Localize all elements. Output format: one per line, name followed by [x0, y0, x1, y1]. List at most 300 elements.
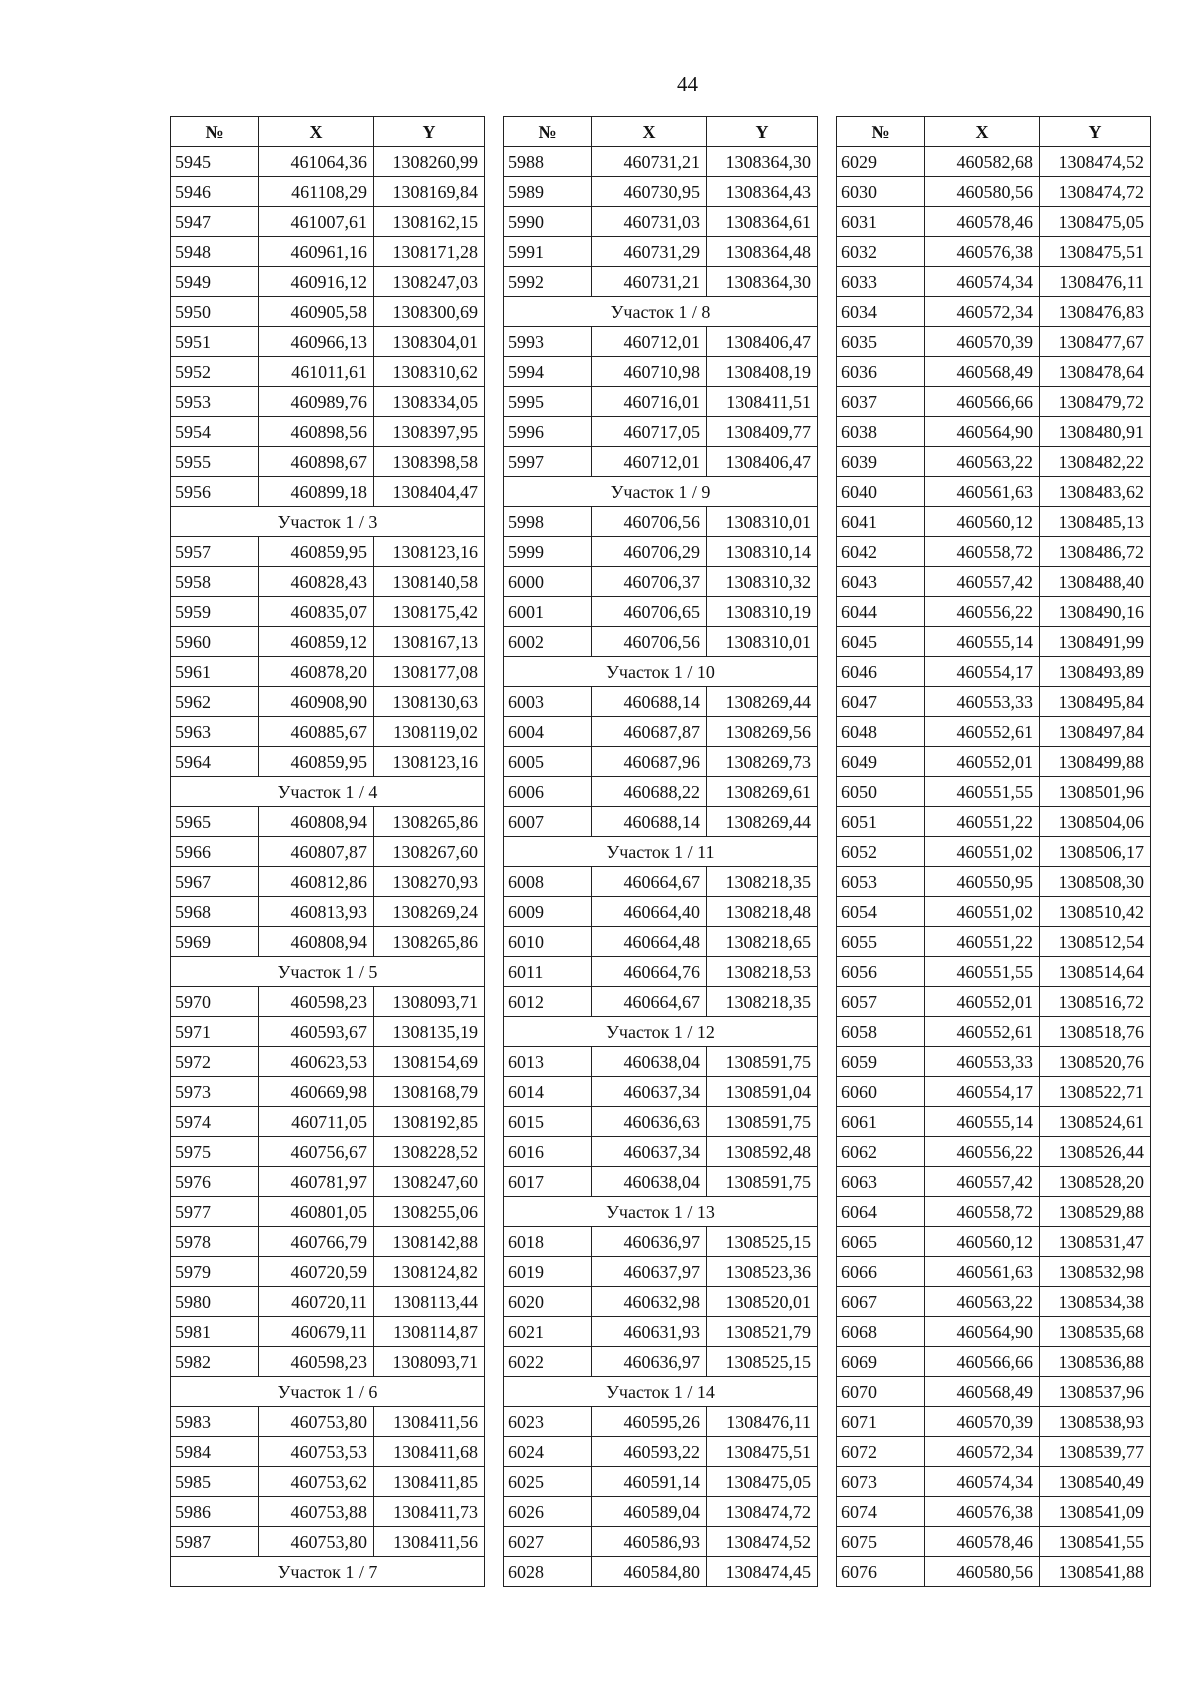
x-coordinate: 460552,01: [925, 987, 1040, 1017]
x-coordinate: 460598,23: [259, 987, 374, 1017]
x-coordinate: 460553,33: [925, 687, 1040, 717]
x-coordinate: 460595,26: [592, 1407, 707, 1437]
point-number: 6069: [837, 1347, 925, 1377]
x-coordinate: 460570,39: [925, 1407, 1040, 1437]
y-coordinate: 1308269,44: [707, 687, 818, 717]
table-body: [837, 147, 1151, 1587]
table-row: [504, 1227, 818, 1257]
y-coordinate: 1308406,47: [707, 327, 818, 357]
point-number: 5976: [171, 1167, 259, 1197]
table-row: [171, 1407, 485, 1437]
y-coordinate: 1308135,19: [374, 1017, 485, 1047]
table-row: [504, 1257, 818, 1287]
y-coordinate: 1308310,62: [374, 357, 485, 387]
y-coordinate: 1308093,71: [374, 1347, 485, 1377]
table-row: [171, 237, 485, 267]
y-coordinate: 1308093,71: [374, 987, 485, 1017]
y-coordinate: 1308474,52: [1040, 147, 1151, 177]
x-coordinate: 460688,14: [592, 807, 707, 837]
x-coordinate: 461064,36: [259, 147, 374, 177]
point-number: 6068: [837, 1317, 925, 1347]
table-body: [504, 147, 818, 1587]
point-number: 5953: [171, 387, 259, 417]
x-coordinate: 460638,04: [592, 1047, 707, 1077]
y-coordinate: 1308218,65: [707, 927, 818, 957]
table-row: [837, 1317, 1151, 1347]
table-row: [504, 537, 818, 567]
point-number: 6022: [504, 1347, 592, 1377]
table-row: [504, 1467, 818, 1497]
y-coordinate: 1308218,53: [707, 957, 818, 987]
y-coordinate: 1308538,93: [1040, 1407, 1151, 1437]
x-coordinate: 460566,66: [925, 1347, 1040, 1377]
y-coordinate: 1308113,44: [374, 1287, 485, 1317]
point-number: 5949: [171, 267, 259, 297]
table-row: [504, 927, 818, 957]
table-row: [171, 1347, 485, 1377]
table-row: [837, 327, 1151, 357]
x-coordinate: 460664,67: [592, 867, 707, 897]
x-coordinate: 460687,96: [592, 747, 707, 777]
section-title: Участок 1 / 13: [504, 1197, 818, 1227]
x-coordinate: 460554,17: [925, 657, 1040, 687]
x-coordinate: 460664,67: [592, 987, 707, 1017]
section-title: Участок 1 / 6: [171, 1377, 485, 1407]
x-coordinate: 460572,34: [925, 297, 1040, 327]
table-row: [171, 357, 485, 387]
point-number: 5950: [171, 297, 259, 327]
section-row: [504, 297, 818, 327]
point-number: 6037: [837, 387, 925, 417]
table-row: [504, 1167, 818, 1197]
x-coordinate: 460589,04: [592, 1497, 707, 1527]
y-coordinate: 1308478,64: [1040, 357, 1151, 387]
header-x: X: [925, 117, 1040, 147]
x-coordinate: 461108,29: [259, 177, 374, 207]
point-number: 5977: [171, 1197, 259, 1227]
point-number: 5945: [171, 147, 259, 177]
point-number: 6044: [837, 597, 925, 627]
table-row: [171, 207, 485, 237]
x-coordinate: 460731,21: [592, 267, 707, 297]
point-number: 5960: [171, 627, 259, 657]
section-title: Участок 1 / 14: [504, 1377, 818, 1407]
y-coordinate: 1308506,17: [1040, 837, 1151, 867]
x-coordinate: 460710,98: [592, 357, 707, 387]
point-number: 6048: [837, 717, 925, 747]
table-row: [837, 1257, 1151, 1287]
table-row: [837, 1077, 1151, 1107]
point-number: 6017: [504, 1167, 592, 1197]
point-number: 6063: [837, 1167, 925, 1197]
x-coordinate: 460623,53: [259, 1047, 374, 1077]
point-number: 6076: [837, 1557, 925, 1587]
table-row: [504, 1497, 818, 1527]
table-row: [171, 1017, 485, 1047]
x-coordinate: 460753,62: [259, 1467, 374, 1497]
table-row: [837, 1227, 1151, 1257]
y-coordinate: 1308475,05: [707, 1467, 818, 1497]
point-number: 5989: [504, 177, 592, 207]
x-coordinate: 460885,67: [259, 717, 374, 747]
y-coordinate: 1308300,69: [374, 297, 485, 327]
table-row: [171, 597, 485, 627]
point-number: 5992: [504, 267, 592, 297]
x-coordinate: 460781,97: [259, 1167, 374, 1197]
x-coordinate: 460859,95: [259, 537, 374, 567]
table-row: [171, 147, 485, 177]
y-coordinate: 1308537,96: [1040, 1377, 1151, 1407]
table-row: [504, 1317, 818, 1347]
point-number: 5994: [504, 357, 592, 387]
section-title: Участок 1 / 5: [171, 957, 485, 987]
y-coordinate: 1308591,75: [707, 1167, 818, 1197]
y-coordinate: 1308474,52: [707, 1527, 818, 1557]
point-number: 5969: [171, 927, 259, 957]
section-title: Участок 1 / 3: [171, 507, 485, 537]
table-row: [837, 537, 1151, 567]
y-coordinate: 1308477,67: [1040, 327, 1151, 357]
x-coordinate: 460664,76: [592, 957, 707, 987]
y-coordinate: 1308486,72: [1040, 537, 1151, 567]
table-row: [504, 267, 818, 297]
table-row: [504, 237, 818, 267]
point-number: 6000: [504, 567, 592, 597]
x-coordinate: 460557,42: [925, 567, 1040, 597]
point-number: 6057: [837, 987, 925, 1017]
x-coordinate: 460637,34: [592, 1137, 707, 1167]
table-row: [504, 1527, 818, 1557]
x-coordinate: 460966,13: [259, 327, 374, 357]
header-row: [171, 117, 485, 147]
y-coordinate: 1308591,75: [707, 1047, 818, 1077]
x-coordinate: 460706,37: [592, 567, 707, 597]
point-number: 5971: [171, 1017, 259, 1047]
table-row: [837, 1167, 1151, 1197]
point-number: 5957: [171, 537, 259, 567]
table-row: [171, 927, 485, 957]
point-number: 6009: [504, 897, 592, 927]
y-coordinate: 1308516,72: [1040, 987, 1151, 1017]
point-number: 6012: [504, 987, 592, 1017]
point-number: 6058: [837, 1017, 925, 1047]
x-coordinate: 460553,33: [925, 1047, 1040, 1077]
y-coordinate: 1308364,30: [707, 147, 818, 177]
y-coordinate: 1308269,24: [374, 897, 485, 927]
point-number: 5991: [504, 237, 592, 267]
point-number: 6067: [837, 1287, 925, 1317]
x-coordinate: 460560,12: [925, 1227, 1040, 1257]
point-number: 5984: [171, 1437, 259, 1467]
point-number: 6007: [504, 807, 592, 837]
point-number: 5958: [171, 567, 259, 597]
table-row: [837, 717, 1151, 747]
x-coordinate: 460637,34: [592, 1077, 707, 1107]
header-number: №: [171, 117, 259, 147]
point-number: 6015: [504, 1107, 592, 1137]
table-row: [171, 417, 485, 447]
point-number: 6046: [837, 657, 925, 687]
y-coordinate: 1308124,82: [374, 1257, 485, 1287]
x-coordinate: 460669,98: [259, 1077, 374, 1107]
y-coordinate: 1308531,47: [1040, 1227, 1151, 1257]
y-coordinate: 1308497,84: [1040, 717, 1151, 747]
table-row: [504, 1107, 818, 1137]
point-number: 6043: [837, 567, 925, 597]
point-number: 6001: [504, 597, 592, 627]
table-row: [837, 267, 1151, 297]
section-title: Участок 1 / 12: [504, 1017, 818, 1047]
x-coordinate: 460679,11: [259, 1317, 374, 1347]
section-row: [171, 507, 485, 537]
table-row: [171, 1257, 485, 1287]
x-coordinate: 460807,87: [259, 837, 374, 867]
y-coordinate: 1308476,11: [1040, 267, 1151, 297]
point-number: 6050: [837, 777, 925, 807]
table-row: [504, 957, 818, 987]
table-row: [837, 807, 1151, 837]
x-coordinate: 460916,12: [259, 267, 374, 297]
point-number: 6061: [837, 1107, 925, 1137]
page-number: 44: [677, 72, 698, 96]
table-row: [171, 717, 485, 747]
point-number: 6030: [837, 177, 925, 207]
y-coordinate: 1308539,77: [1040, 1437, 1151, 1467]
x-coordinate: 460706,65: [592, 597, 707, 627]
table-body: [171, 147, 485, 1587]
y-coordinate: 1308475,05: [1040, 207, 1151, 237]
table-row: [837, 147, 1151, 177]
table-row: [504, 867, 818, 897]
x-coordinate: 460756,67: [259, 1137, 374, 1167]
table-row: [837, 1017, 1151, 1047]
x-coordinate: 460550,95: [925, 867, 1040, 897]
y-coordinate: 1308512,54: [1040, 927, 1151, 957]
coordinates-table-3: [836, 116, 1151, 1587]
point-number: 5978: [171, 1227, 259, 1257]
table-row: [171, 1077, 485, 1107]
point-number: 5972: [171, 1047, 259, 1077]
x-coordinate: 460551,22: [925, 927, 1040, 957]
y-coordinate: 1308130,63: [374, 687, 485, 717]
section-row: [171, 1557, 485, 1587]
x-coordinate: 460711,05: [259, 1107, 374, 1137]
x-coordinate: 460561,63: [925, 1257, 1040, 1287]
point-number: 5959: [171, 597, 259, 627]
point-number: 6031: [837, 207, 925, 237]
x-coordinate: 460731,21: [592, 147, 707, 177]
point-number: 6006: [504, 777, 592, 807]
table-row: [837, 1497, 1151, 1527]
x-coordinate: 460859,12: [259, 627, 374, 657]
x-coordinate: 460578,46: [925, 207, 1040, 237]
point-number: 5998: [504, 507, 592, 537]
table-row: [837, 1437, 1151, 1467]
y-coordinate: 1308411,68: [374, 1437, 485, 1467]
point-number: 6039: [837, 447, 925, 477]
y-coordinate: 1308592,48: [707, 1137, 818, 1167]
y-coordinate: 1308501,96: [1040, 777, 1151, 807]
point-number: 5986: [171, 1497, 259, 1527]
y-coordinate: 1308123,16: [374, 747, 485, 777]
y-coordinate: 1308411,85: [374, 1467, 485, 1497]
point-number: 6071: [837, 1407, 925, 1437]
table-row: [504, 387, 818, 417]
point-number: 6062: [837, 1137, 925, 1167]
x-coordinate: 460720,59: [259, 1257, 374, 1287]
table-row: [837, 867, 1151, 897]
y-coordinate: 1308476,83: [1040, 297, 1151, 327]
x-coordinate: 460753,88: [259, 1497, 374, 1527]
y-coordinate: 1308532,98: [1040, 1257, 1151, 1287]
y-coordinate: 1308520,76: [1040, 1047, 1151, 1077]
table-row: [837, 357, 1151, 387]
table-row: [837, 447, 1151, 477]
y-coordinate: 1308485,13: [1040, 507, 1151, 537]
section-title: Участок 1 / 10: [504, 657, 818, 687]
table-row: [504, 1437, 818, 1467]
y-coordinate: 1308154,69: [374, 1047, 485, 1077]
table-row: [504, 1047, 818, 1077]
y-coordinate: 1308490,16: [1040, 597, 1151, 627]
y-coordinate: 1308508,30: [1040, 867, 1151, 897]
x-coordinate: 460731,29: [592, 237, 707, 267]
x-coordinate: 460570,39: [925, 327, 1040, 357]
point-number: 5968: [171, 897, 259, 927]
point-number: 5956: [171, 477, 259, 507]
y-coordinate: 1308260,99: [374, 147, 485, 177]
table-row: [837, 207, 1151, 237]
section-row: [504, 1377, 818, 1407]
y-coordinate: 1308177,08: [374, 657, 485, 687]
point-number: 6018: [504, 1227, 592, 1257]
table-row: [171, 1107, 485, 1137]
y-coordinate: 1308406,47: [707, 447, 818, 477]
y-coordinate: 1308479,72: [1040, 387, 1151, 417]
point-number: 6026: [504, 1497, 592, 1527]
x-coordinate: 460584,80: [592, 1557, 707, 1587]
section-title: Участок 1 / 8: [504, 297, 818, 327]
y-coordinate: 1308119,02: [374, 717, 485, 747]
x-coordinate: 460688,22: [592, 777, 707, 807]
point-number: 6005: [504, 747, 592, 777]
point-number: 5964: [171, 747, 259, 777]
table-row: [837, 1107, 1151, 1137]
y-coordinate: 1308488,40: [1040, 567, 1151, 597]
y-coordinate: 1308411,56: [374, 1407, 485, 1437]
section-title: Участок 1 / 9: [504, 477, 818, 507]
x-coordinate: 460828,43: [259, 567, 374, 597]
section-row: [504, 657, 818, 687]
point-number: 6056: [837, 957, 925, 987]
table-row: [171, 447, 485, 477]
point-number: 6032: [837, 237, 925, 267]
y-coordinate: 1308228,52: [374, 1137, 485, 1167]
table-row: [171, 837, 485, 867]
y-coordinate: 1308310,01: [707, 627, 818, 657]
y-coordinate: 1308310,32: [707, 567, 818, 597]
y-coordinate: 1308269,44: [707, 807, 818, 837]
x-coordinate: 460564,90: [925, 417, 1040, 447]
section-row: [171, 777, 485, 807]
x-coordinate: 460566,66: [925, 387, 1040, 417]
x-coordinate: 460580,56: [925, 177, 1040, 207]
y-coordinate: 1308504,06: [1040, 807, 1151, 837]
header-y: Y: [1040, 117, 1151, 147]
point-number: 6065: [837, 1227, 925, 1257]
x-coordinate: 460753,80: [259, 1527, 374, 1557]
table-row: [171, 807, 485, 837]
table-row: [171, 1287, 485, 1317]
table-row: [171, 1227, 485, 1257]
point-number: 5975: [171, 1137, 259, 1167]
x-coordinate: 460706,29: [592, 537, 707, 567]
x-coordinate: 460552,01: [925, 747, 1040, 777]
coordinates-table-2: [503, 116, 818, 1587]
x-coordinate: 460552,61: [925, 1017, 1040, 1047]
point-number: 6040: [837, 477, 925, 507]
point-number: 6010: [504, 927, 592, 957]
table-row: [171, 657, 485, 687]
table-row: [837, 957, 1151, 987]
y-coordinate: 1308482,22: [1040, 447, 1151, 477]
table-row: [171, 1467, 485, 1497]
y-coordinate: 1308218,35: [707, 867, 818, 897]
section-title: Участок 1 / 4: [171, 777, 485, 807]
x-coordinate: 460551,55: [925, 957, 1040, 987]
point-number: 6025: [504, 1467, 592, 1497]
point-number: 6036: [837, 357, 925, 387]
section-row: [171, 1377, 485, 1407]
y-coordinate: 1308218,48: [707, 897, 818, 927]
x-coordinate: 460664,48: [592, 927, 707, 957]
header-number: №: [504, 117, 592, 147]
point-number: 6059: [837, 1047, 925, 1077]
table-row: [837, 657, 1151, 687]
table-row: [504, 1407, 818, 1437]
y-coordinate: 1308364,61: [707, 207, 818, 237]
table-row: [171, 1317, 485, 1347]
table-row: [504, 897, 818, 927]
point-number: 6029: [837, 147, 925, 177]
y-coordinate: 1308142,88: [374, 1227, 485, 1257]
y-coordinate: 1308541,09: [1040, 1497, 1151, 1527]
table-row: [837, 417, 1151, 447]
y-coordinate: 1308409,77: [707, 417, 818, 447]
point-number: 5980: [171, 1287, 259, 1317]
x-coordinate: 460574,34: [925, 1467, 1040, 1497]
table-row: [504, 417, 818, 447]
point-number: 5996: [504, 417, 592, 447]
table-row: [171, 1047, 485, 1077]
table-row: [837, 1047, 1151, 1077]
x-coordinate: 460813,93: [259, 897, 374, 927]
x-coordinate: 460766,79: [259, 1227, 374, 1257]
point-number: 5948: [171, 237, 259, 267]
y-coordinate: 1308483,62: [1040, 477, 1151, 507]
y-coordinate: 1308408,19: [707, 357, 818, 387]
y-coordinate: 1308269,61: [707, 777, 818, 807]
y-coordinate: 1308192,85: [374, 1107, 485, 1137]
point-number: 5955: [171, 447, 259, 477]
x-coordinate: 460552,61: [925, 717, 1040, 747]
table-row: [504, 687, 818, 717]
point-number: 6002: [504, 627, 592, 657]
point-number: 5985: [171, 1467, 259, 1497]
point-number: 6060: [837, 1077, 925, 1107]
table-row: [504, 507, 818, 537]
table-row: [504, 327, 818, 357]
